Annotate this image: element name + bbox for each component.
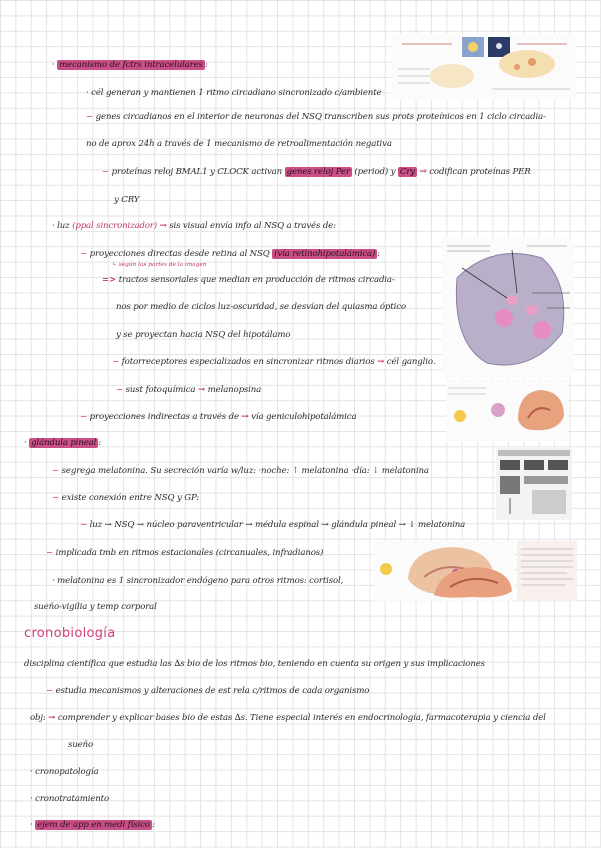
heading-pineal: · glándula pineal : [24, 438, 101, 448]
figure-brain-pineal-2 [517, 541, 577, 601]
line-27: · cronotratamiento [30, 794, 109, 804]
figure-brain-highlight [432, 565, 514, 599]
line-13: − sust fotoquímica → melanopsina [116, 385, 262, 395]
line-22: disciplina científica que estudia las ∆s bio de los ritmos bio, teniendo en cuenta su origen y sus implicaciones [24, 659, 485, 669]
line-7: · luz (ppal sincronizador) → sis visual envía info al NSQ a través de: [52, 221, 336, 231]
line-21: sueño-vigilia y temp corporal [34, 602, 157, 612]
line-16: − segrega melatonina. Su secreción varía w/luz: ·noche: ↑ melatonina ·día: ↓ melatonina [52, 466, 429, 476]
line-2: · cél generan y mantienen 1 ritmo circadiano sincronizado c/ambiente [86, 88, 382, 98]
line-14: − proyecciones indirectas a través de → vía geniculohipotalámica [80, 412, 357, 422]
line-19: − implicada tmb en ritmos estacionales (circanuales, infradianos) [46, 548, 324, 558]
line-5: − proteínas reloj BMAL1 y CLOCK activan genes reloj Per (period) y Cry → codifican proteínas PER [102, 167, 531, 177]
line-9: => tractos sensoriales que median en producción de ritmos circadia- [102, 275, 395, 285]
figure-rat-brain [442, 238, 574, 378]
line-24: obj: → comprender y explicar bases bio de estas ∆s. Tiene especial interés en endocrinología, farmacoterapia y ciencia del [30, 713, 546, 723]
line-20: · melatonina es 1 sincronizador endógeno para otros ritmos: cortisol, [52, 576, 344, 586]
line-8: − proyecciones directas desde retina al NSQ (vía retinohipotalámica) : [80, 249, 380, 259]
note-image-parts: ↳ según las partes de la imagen [112, 262, 207, 268]
line-4: no de aprox 24h a través de 1 mecanismo de retroalimentación negativa [86, 139, 392, 149]
line-17: − existe conexión entre NSQ y GP: [52, 493, 200, 503]
line-6: y CRY [114, 195, 140, 205]
section-title-cronobiologia: cronobiología [24, 626, 116, 641]
figure-feedback-loop [392, 34, 576, 100]
line-23: − estudia mecanismos y alteraciones de est rela c/ritmos de cada organismo [46, 686, 370, 696]
line-28: · ejem de app en medi físico : [30, 820, 155, 830]
figure-brain-sagittal [446, 380, 568, 442]
line-25: sueño [68, 740, 93, 750]
line-12: − fotorreceptores especializados en sincronizar ritmos diarios → cél ganglio. [112, 357, 436, 367]
heading-intracellular: · mecanismo de fctrs intracelulares : [52, 60, 208, 70]
line-18: − luz → NSQ → núcleo paraventricular → médula espinal → glándula pineal → ↓ melatonina [80, 520, 466, 530]
line-26: · cronopatología [30, 767, 99, 777]
line-11: y se proyectan hacia NSQ del hipotálamo [116, 330, 291, 340]
figure-flowchart [496, 448, 572, 520]
line-3: − genes circadianos en el interior de neuronas del NSQ transcriben sus prots proteínicos en 1 ciclo circadia- [86, 112, 546, 122]
line-10: nos por medio de ciclos luz-oscuridad, se desvían del quiasma óptico [116, 302, 406, 312]
